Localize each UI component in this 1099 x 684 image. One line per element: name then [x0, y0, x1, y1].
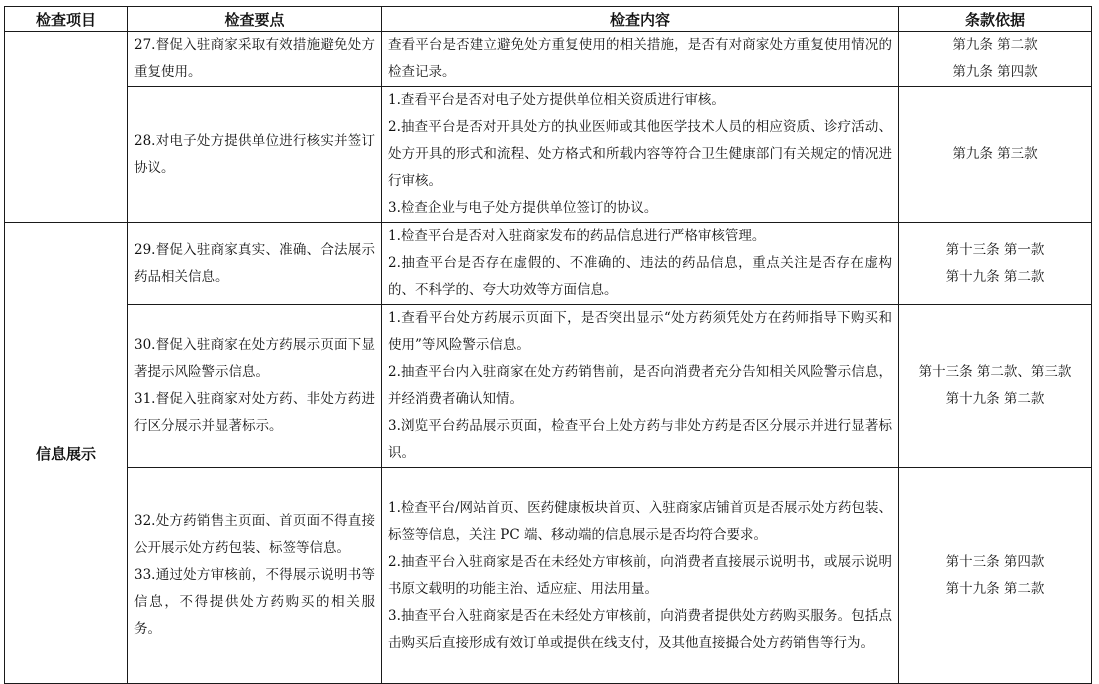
header-basis: 条款依据	[899, 7, 1092, 32]
basis-text: 第九条 第四款	[952, 64, 1038, 80]
content-text: 3.浏览平台药品展示页面，检查平台上处方药与非处方药是否区分展示并进行显著标识。	[388, 418, 892, 461]
basis-text: 第十三条 第二款、第三款	[918, 364, 1072, 380]
table-row	[5, 305, 1092, 468]
basis-text: 第十九条 第二款	[945, 268, 1045, 285]
table-row	[5, 87, 1092, 223]
basis-cell	[899, 87, 1092, 223]
content-cell	[382, 32, 899, 87]
key-point-cell	[128, 223, 382, 305]
key-point-cell	[128, 468, 382, 684]
key-point-text: 27.督促入驻商家采取有效措施避免处方重复使用。	[134, 37, 375, 80]
header-content: 检查内容	[382, 7, 899, 32]
content-text: 查看平台是否建立避免处方重复使用的相关措施，是否有对商家处方重复使用情况的检查记录。	[388, 37, 892, 80]
key-point-text: 31.督促入驻商家对处方药、非处方药进行区分展示并显著标示。	[134, 391, 375, 434]
content-text: 1.检查平台是否对入驻商家发布的药品信息进行严格审核管理。	[388, 228, 766, 244]
content-text: 3.检查企业与电子处方提供单位签订的协议。	[388, 200, 658, 216]
content-text: 2.抽查平台是否对开具处方的执业医师或其他医学技术人员的相应资质、诊疗活动、处方开具的形式和流程、处方格式和所载内容等符合卫生健康部门有关规定的情况进行审核。	[388, 119, 892, 189]
key-point-text: 29.督促入驻商家真实、准确、合法展示药品相关信息。	[134, 241, 375, 285]
key-point-text: 30.督促入驻商家在处方药展示页面下显著提示风险警示信息。	[134, 337, 375, 380]
basis-cell	[899, 32, 1092, 87]
basis-cell	[899, 305, 1092, 468]
header-category: 检查项目	[5, 7, 128, 32]
basis-cell	[899, 468, 1092, 684]
inspection-table	[4, 6, 1092, 684]
category-cell-info-display: 信息展示	[5, 223, 128, 684]
content-cell	[382, 87, 899, 223]
content-text: 2.抽查平台内入驻商家在处方药销售前，是否向消费者充分告知相关风险警示信息，并经消费者确认知情。	[388, 364, 892, 407]
basis-cell	[899, 223, 1092, 305]
table-row	[5, 32, 1092, 87]
content-text: 2.抽查平台是否存在虚假的、不准确的、违法的药品信息，重点关注是否存在虚构的、不科学的、夸大功效等方面信息。	[388, 255, 892, 298]
basis-text: 第十九条 第二款	[945, 391, 1045, 407]
key-point-cell	[128, 87, 382, 223]
basis-text: 第十三条 第四款	[945, 553, 1045, 570]
category-cell-blank	[5, 32, 128, 223]
table-row	[5, 223, 1092, 305]
content-text: 3.抽查平台入驻商家是否在未经处方审核前，向消费者提供处方药购买服务。包括点击购买后直接形成有效订单或提供在线支付，及其他直接撮合处方药销售等行为。	[388, 607, 892, 651]
content-cell	[382, 468, 899, 684]
content-text: 2.抽查平台入驻商家是否在未经处方审核前，向消费者直接展示说明书，或展示说明书原文载明的功能主治、适应症、用法用量。	[388, 553, 892, 597]
content-cell	[382, 305, 899, 468]
basis-text: 第九条 第二款	[952, 37, 1038, 53]
content-text: 1.检查平台/网站首页、医药健康板块首页、入驻商家店铺首页是否展示处方药包装、标签等信息，关注 PC 端、移动端的信息展示是否均符合要求。	[388, 499, 892, 543]
key-point-text: 32.处方药销售主页面、首页面不得直接公开展示处方药包装、标签等信息。	[134, 513, 375, 556]
key-point-text: 28.对电子处方提供单位进行核实并签订协议。	[134, 132, 375, 176]
header-row	[5, 7, 1092, 32]
header-key-points: 检查要点	[128, 7, 382, 32]
key-point-text: 33.通过处方审核前，不得展示说明书等信息，不得提供处方药购买的相关服务。	[134, 567, 375, 637]
content-cell	[382, 223, 899, 305]
basis-text: 第十三条 第一款	[945, 241, 1045, 258]
content-text: 1.查看平台是否对电子处方提供单位相关资质进行审核。	[388, 92, 725, 108]
content-text: 1.查看平台处方药展示页面下，是否突出显示“处方药须凭处方在药师指导下购买和使用”等风险警示信息。	[388, 310, 892, 353]
basis-text: 第十九条 第二款	[945, 580, 1045, 597]
basis-text: 第九条 第三款	[952, 146, 1038, 162]
key-point-cell	[128, 305, 382, 468]
key-point-cell	[128, 32, 382, 87]
table-row	[5, 468, 1092, 684]
